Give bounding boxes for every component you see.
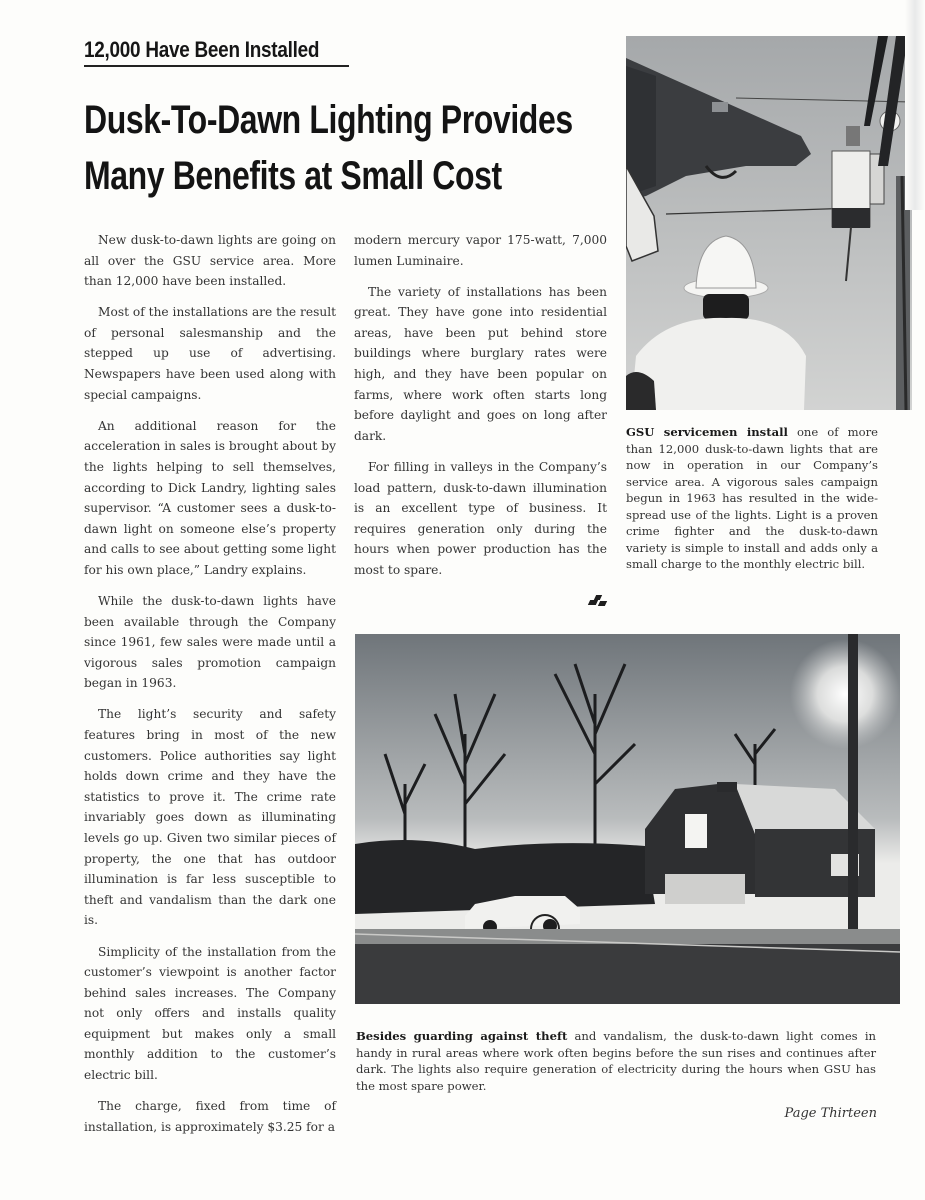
paragraph: While the dusk-to-dawn lights have been available through the Company since 1961, few sales were made until a vigorous sales promotion campaign began in 1963. [84, 594, 336, 691]
caption-lead: GSU servicemen install [626, 425, 788, 439]
paragraph-continued: modern mercury vapor 175-watt, 7,000 lumen Luminaire. [354, 233, 607, 268]
end-of-story-mark-icon [589, 595, 607, 607]
article-column-2 [354, 230, 607, 607]
article-column-1 [84, 230, 336, 1148]
photo-bucket-truck-image [626, 36, 912, 410]
photo-farmhouse-night [355, 634, 900, 1004]
caption-top-photo [626, 424, 878, 573]
headline-line-2: Many Benefits at Small Cost [84, 154, 502, 198]
kicker-underline [84, 65, 349, 67]
photo-servicemen-install [626, 36, 912, 410]
headline [84, 92, 573, 204]
caption-bottom-photo [356, 1028, 876, 1094]
caption-lead: Besides guarding against theft [356, 1029, 568, 1043]
caption-body: and vandalism, the dusk-to-dawn light comes in handy in rural areas where work often begins before the sun rises and continues after dark. The lights also require generation of electricity during the hours when GSU has the most spare power. [356, 1029, 876, 1093]
paragraph: The variety of installations has been great. They have gone into residential areas, have been put behind store buildings where burglary rates were high, and they have been popular on farms, where work often starts long before daylight and goes on long after dark. [354, 284, 607, 443]
paragraph: For filling in valleys in the Company’s load pattern, dusk-to-dawn illumination is an excellent type of business. It requires generation only during the hours when power production has the most to spare. [354, 459, 607, 577]
scan-edge-strip [905, 0, 925, 210]
kicker-heading: 12,000 Have Been Installed [84, 37, 320, 62]
paragraph: Simplicity of the installation from the customer’s viewpoint is another factor behind sales increases. The Company not only offers and installs quality equipment but makes only a small monthly addition to the customer’s electric bill. [84, 944, 336, 1083]
paragraph: New dusk-to-dawn lights are going on all over the GSU service area. More than 12,000 have been installed. [84, 233, 336, 289]
photo-farmhouse-image [355, 634, 900, 1004]
caption-body: one of more than 12,000 dusk-to-dawn lights that are now in operation in our Company’s service area. A vigorous sales campaign begun in 1963 has resulted in the wide-spread use of the lights. Light is a proven crime fighter and the dusk-to-dawn variety is simple to install and adds only a small charge to the monthly electric bill. [626, 425, 878, 571]
paragraph: An additional reason for the acceleration in sales is brought about by the lights helping to sell themselves, according to Dick Landry, lighting sales supervisor. “A customer sees a dusk-to-dawn light on someone else’s property and calls to see about getting some light for his own place,” Landry explains. [84, 418, 336, 577]
page-number: Page Thirteen [784, 1106, 877, 1121]
paragraph: The light’s security and safety features bring in most of the new customers. Police authorities say light holds down crime and they have the statistics to prove it. The crime rate invariably goes down as illuminating levels go up. Given two similar pieces of property, the one that has outdoor illumination is far less susceptible to theft and vandalism than the dark one is. [84, 707, 336, 928]
paragraph: Most of the installations are the result of personal salesmanship and the stepped up use of advertising. Newspapers have been used along with special campaigns. [84, 305, 336, 402]
paragraph: The charge, fixed from time of installation, is approximately $3.25 for a [84, 1099, 336, 1134]
headline-line-1: Dusk-To-Dawn Lighting Provides [84, 98, 573, 142]
